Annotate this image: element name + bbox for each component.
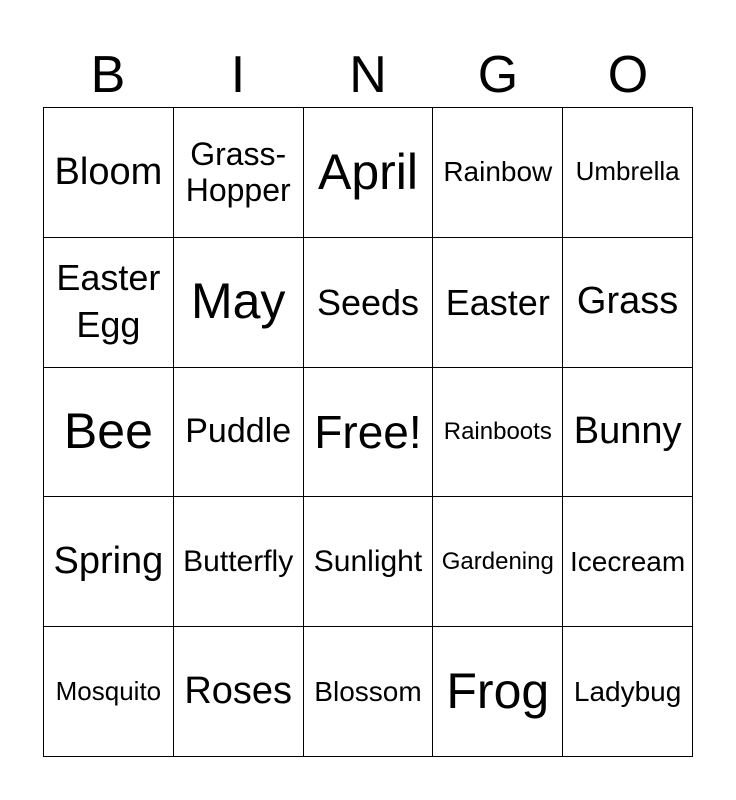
bingo-cell: Gardening [433, 497, 563, 627]
bingo-cell: Blossom [304, 627, 434, 757]
bingo-cell: Roses [174, 627, 304, 757]
header-letter-o: O [607, 46, 649, 104]
bingo-cell: Icecream [563, 497, 693, 627]
bingo-cell: May [174, 238, 304, 368]
bingo-cell: Easter Egg [44, 238, 174, 368]
bingo-cell: April [304, 108, 434, 238]
free-space-cell: Free! [304, 368, 434, 498]
bingo-board [43, 107, 693, 757]
bingo-cell: Ladybug [563, 627, 693, 757]
bingo-cell: Rainboots [433, 368, 563, 498]
bingo-cell: Mosquito [44, 627, 174, 757]
bingo-cell: Grass- Hopper [174, 108, 304, 238]
bingo-cell: Seeds [304, 238, 434, 368]
bingo-cell: Easter [433, 238, 563, 368]
bingo-cell: Sunlight [304, 497, 434, 627]
bingo-cell: Rainbow [433, 108, 563, 238]
bingo-cell: Grass [563, 238, 693, 368]
bingo-cell: Umbrella [563, 108, 693, 238]
header-letter-i: I [230, 46, 246, 104]
bingo-cell: Butterfly [174, 497, 304, 627]
header-letter-b: B [90, 46, 126, 104]
header-letter-g: G [477, 46, 519, 104]
bingo-cell: Spring [44, 497, 174, 627]
bingo-cell: Bunny [563, 368, 693, 498]
bingo-cell: Bloom [44, 108, 174, 238]
bingo-header [43, 44, 693, 106]
bingo-cell: Bee [44, 368, 174, 498]
bingo-cell: Frog [433, 627, 563, 757]
header-letter-n: N [349, 46, 387, 104]
bingo-cell: Puddle [174, 368, 304, 498]
